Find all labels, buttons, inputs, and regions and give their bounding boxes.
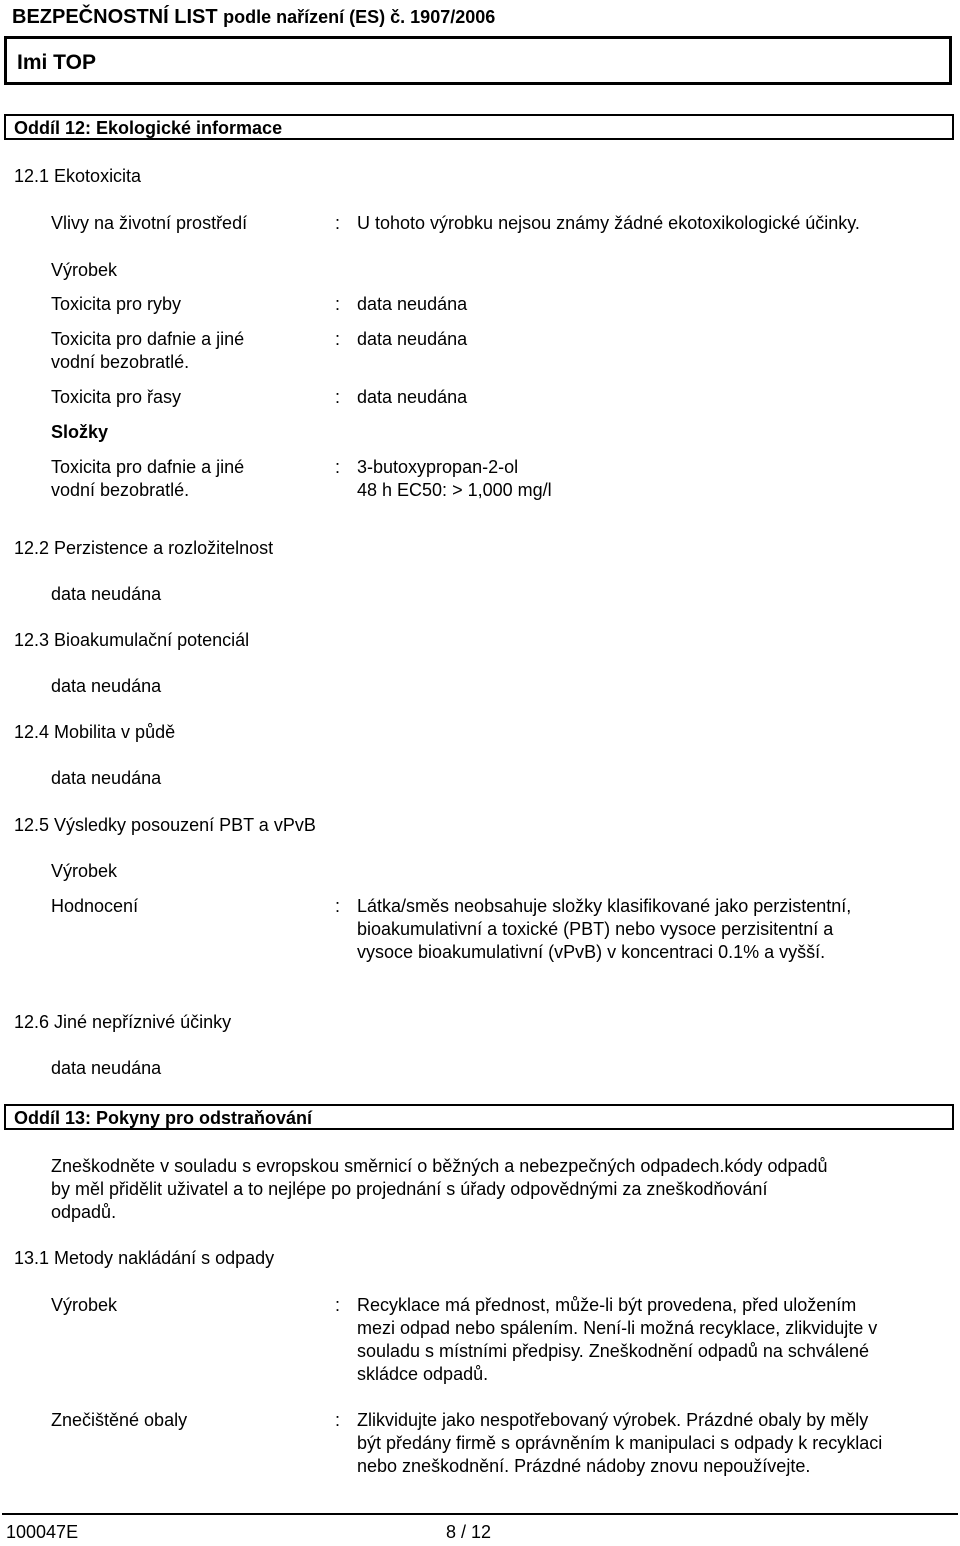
fish-toxicity-value: data neudána xyxy=(357,294,468,314)
document-title xyxy=(12,4,495,30)
colon: : xyxy=(335,329,341,349)
assessment-line: bioakumulativní a toxické (PBT) nebo vysoce perzisitentní a xyxy=(357,919,834,939)
disposal-intro-line: by měl přidělit uživatel a to nejlépe po projednání s úřady odpovědnými za zneškodňování xyxy=(51,1179,768,1199)
subsection-13-1-title: 13.1 Metody nakládání s odpady xyxy=(14,1248,275,1268)
subsection-12-5-title: 12.5 Výsledky posouzení PBT a vPvB xyxy=(14,815,316,835)
packaging-line: být předány firmě s oprávněním k manipulaci s odpady k recyklaci xyxy=(357,1433,883,1453)
assessment-line: Látka/směs neobsahuje složky klasifikované jako perzistentní, xyxy=(357,896,852,916)
waste-product-line: souladu s místními předpisy. Zneškodnění odpadů na schválené xyxy=(357,1341,869,1361)
colon: : xyxy=(335,294,341,314)
section-12-heading-text: Oddíl 12: Ekologické informace xyxy=(14,118,283,138)
colon: : xyxy=(335,896,341,916)
assessment-line: vysoce bioakumulativní (vPvB) v koncentraci 0.1% a vyšší. xyxy=(357,942,826,962)
waste-product-label: Výrobek xyxy=(51,1295,118,1315)
env-effects-label: Vlivy na životní prostředí xyxy=(51,213,248,233)
colon: : xyxy=(335,1410,341,1430)
subsection-12-4-title: 12.4 Mobilita v půdě xyxy=(14,722,176,742)
packaging-line: nebo zneškodnění. Prázdné nádoby znovu nepoužívejte. xyxy=(357,1456,811,1476)
fish-toxicity-label: Toxicita pro ryby xyxy=(51,294,182,314)
colon: : xyxy=(335,387,341,407)
other-effects-value: data neudána xyxy=(51,1058,162,1078)
regulation-text: podle nařízení (ES) č. 1907/2006 xyxy=(223,7,496,27)
document-title-text: BEZPEČNOSTNÍ LIST xyxy=(12,6,218,28)
product-name-box xyxy=(4,36,952,85)
page-number: 8 / 12 xyxy=(446,1522,492,1542)
subsection-12-1-title: 12.1 Ekotoxicita xyxy=(14,166,142,186)
disposal-intro-line: odpadů. xyxy=(51,1202,117,1222)
subsection-12-3-title: 12.3 Bioakumulační potenciál xyxy=(14,630,250,650)
algae-toxicity-value: data neudána xyxy=(357,387,468,407)
section-13-heading-text: Oddíl 13: Pokyny pro odstraňování xyxy=(14,1108,313,1128)
env-effects-value: U tohoto výrobku nejsou známy žádné ekotoxikologické účinky. xyxy=(357,213,860,233)
subsection-12-2-title: 12.2 Perzistence a rozložitelnost xyxy=(14,538,274,558)
component-daphnia-label-line2: vodní bezobratlé. xyxy=(51,480,190,500)
daphnia-toxicity-label: Toxicita pro dafnie a jiné xyxy=(51,329,245,349)
daphnia-toxicity-value: data neudána xyxy=(357,329,468,349)
colon: : xyxy=(335,213,341,233)
document-number: 100047E xyxy=(6,1522,79,1542)
colon: : xyxy=(335,457,341,477)
packaging-line: Zlikvidujte jako nespotřebovaný výrobek. Prázdné obaly by měly xyxy=(357,1410,869,1430)
disposal-intro-line: Zneškodněte v souladu s evropskou směrnicí o běžných a nebezpečných odpadech.kódy odpadů xyxy=(51,1156,828,1176)
bioaccumulation-value: data neudána xyxy=(51,676,162,696)
subsection-12-6-title: 12.6 Jiné nepříznivé účinky xyxy=(14,1012,232,1032)
colon: : xyxy=(335,1295,341,1315)
persistence-value: data neudána xyxy=(51,584,162,604)
assessment-label: Hodnocení xyxy=(51,896,139,916)
product-heading: Výrobek xyxy=(51,260,118,280)
components-heading: Složky xyxy=(51,422,109,442)
section-13-heading xyxy=(4,1104,954,1130)
product-name: Imi TOP xyxy=(17,51,96,74)
waste-product-line: mezi odpad nebo spálením. Není-li možná recyklace, zlikvidujte v xyxy=(357,1318,878,1338)
daphnia-toxicity-label-line2: vodní bezobratlé. xyxy=(51,352,190,372)
component-daphnia-label: Toxicita pro dafnie a jiné xyxy=(51,457,245,477)
component-name: 3-butoxypropan-2-ol xyxy=(357,457,519,477)
waste-product-line: skládce odpadů. xyxy=(357,1364,489,1384)
mobility-value: data neudána xyxy=(51,768,162,788)
contaminated-packaging-label: Znečištěné obaly xyxy=(51,1410,188,1430)
algae-toxicity-label: Toxicita pro řasy xyxy=(51,387,182,407)
component-ec50-value: 48 h EC50: > 1,000 mg/l xyxy=(357,480,552,500)
section-12-heading xyxy=(4,114,954,140)
waste-product-line: Recyklace má přednost, může-li být provedena, před uložením xyxy=(357,1295,857,1315)
footer-divider xyxy=(2,1513,958,1515)
pbt-product-heading: Výrobek xyxy=(51,861,118,881)
